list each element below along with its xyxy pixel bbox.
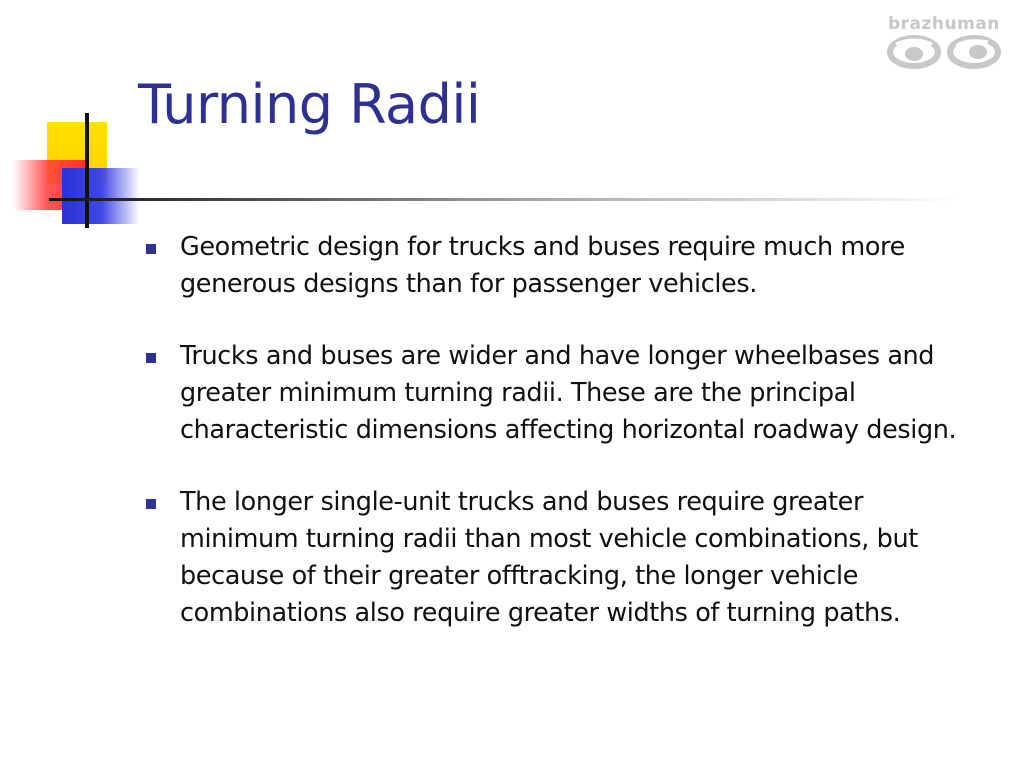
decor-vertical-line xyxy=(85,113,89,228)
watermark-text: brazhuman xyxy=(888,14,1000,34)
bullet-item xyxy=(142,229,982,303)
bullet-text: Trucks and buses are wider and have longer wheelbases and greater minimum turning radii. These are the principal characteristic dimensions affecting horizontal roadway design. xyxy=(180,341,957,445)
slide-title: Turning Radii xyxy=(138,73,481,136)
bullet-text: Geometric design for trucks and buses require much more generous designs than for passenger vehicles. xyxy=(180,232,905,299)
decor-blue-square xyxy=(62,168,140,224)
bullet-square-icon xyxy=(146,244,156,254)
watermark-logo-icon xyxy=(886,34,1006,70)
watermark xyxy=(880,12,1010,72)
bullet-square-icon xyxy=(146,499,156,509)
title-underline xyxy=(49,198,964,201)
bullet-item xyxy=(142,338,982,449)
bullet-square-icon xyxy=(146,353,156,363)
bullet-text: The longer single-unit trucks and buses require greater minimum turning radii than most vehicle combinations, but because of their greater offtracking, the longer vehicle combinations also require greater widths of turning paths. xyxy=(180,487,918,628)
bullet-list xyxy=(142,229,982,667)
bullet-item xyxy=(142,484,982,632)
